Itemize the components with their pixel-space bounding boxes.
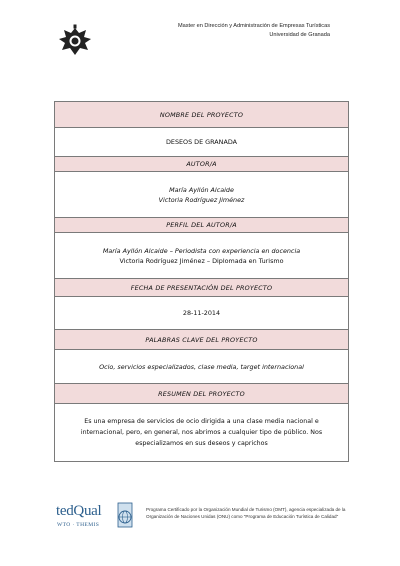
authors-label-text: AUTOR/A xyxy=(186,160,217,168)
profile-label xyxy=(55,218,348,233)
tedqual-logo-text: tedQual xyxy=(56,503,102,519)
author-2: Victoria Rodríguez Jiménez xyxy=(158,195,245,204)
certification-note: Programa Certificado por la Organización Mundial de Turismo (OMT), agencia especializada de la Organización de Naciones Unidas (ONU) como "Programa de Educación Turística de Calidad" xyxy=(146,507,346,519)
date-value: 28-11-2014 xyxy=(182,309,221,317)
project-name-label xyxy=(55,102,348,128)
project-name-field xyxy=(55,128,348,157)
summary-label xyxy=(55,384,348,404)
profile-label-text: PERFIL DEL AUTOR/A xyxy=(166,221,237,229)
globe-icon xyxy=(114,502,136,528)
summary-value: Es una empresa de servicios de ocio dirigida a una clase media nacional e internacional, pero, en general, nos abrimos a cualquier tipo de público. Nos especializamos en sus deseos y caprichos xyxy=(80,418,323,447)
tedqual-logo xyxy=(56,500,136,534)
profile-field xyxy=(55,233,348,279)
authors-field xyxy=(55,172,348,218)
authors-label xyxy=(55,157,348,172)
header-master-title: Master en Dirección y Administración de Empresas Turísticas xyxy=(177,23,330,29)
project-form xyxy=(54,101,349,462)
header-university: Universidad de Granada xyxy=(269,32,330,38)
project-name-label-text: NOMBRE DEL PROYECTO xyxy=(159,110,244,119)
profile-1: María Ayllón Alcaide – Periodista con experiencia en docencia xyxy=(102,246,301,255)
keywords-value: Ocio, servicios especializados, clase media, target internacional xyxy=(99,362,304,371)
keywords-label-text: PALABRAS CLAVE DEL PROYECTO xyxy=(145,335,258,344)
keywords-field xyxy=(55,350,348,384)
summary-label-text: RESUMEN DEL PROYECTO xyxy=(158,389,245,398)
project-name-value: DESEOS DE GRANADA xyxy=(166,138,237,146)
document-header xyxy=(90,22,330,40)
date-label-text: FECHA DE PRESENTACIÓN DEL PROYECTO xyxy=(130,283,273,292)
summary-field xyxy=(55,404,348,462)
university-crest-icon xyxy=(56,24,94,58)
keywords-label xyxy=(55,330,348,350)
date-label xyxy=(55,279,348,297)
date-field xyxy=(55,297,348,330)
author-1: María Ayllón Alcaide xyxy=(169,185,234,194)
profile-2: Victoria Rodríguez Jiménez – Diplomada en Turismo xyxy=(119,256,284,265)
tedqual-logo-subtitle: WTO · THEMIS xyxy=(57,522,100,528)
